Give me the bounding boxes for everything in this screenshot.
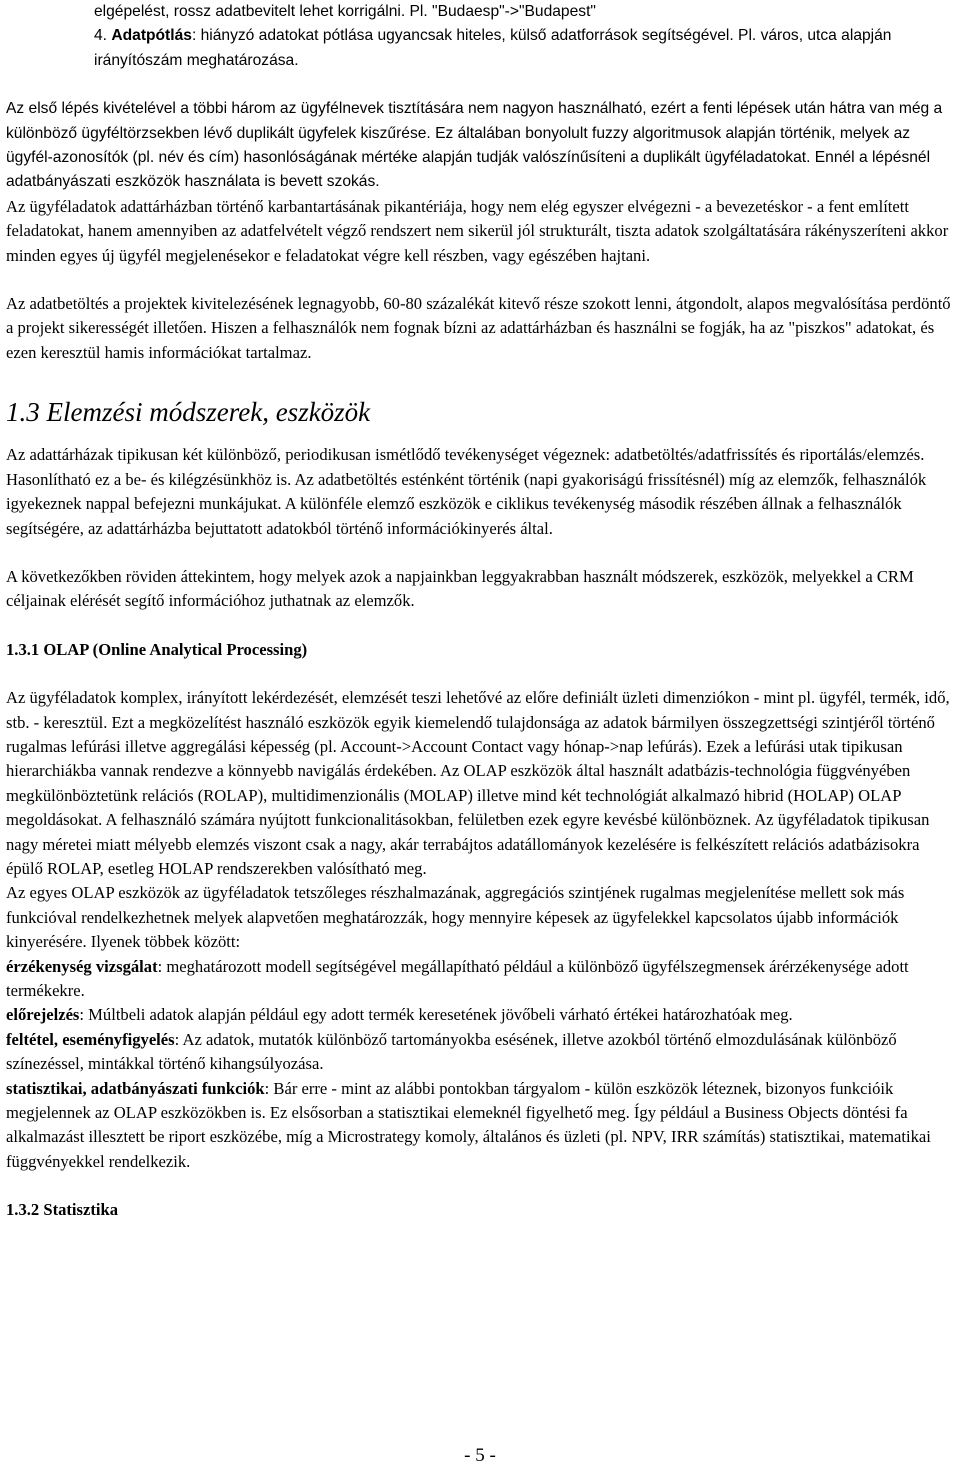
- spacer: [6, 662, 956, 686]
- cleaning-list-tail: [6, 0, 956, 73]
- page-number: - 5 -: [464, 1445, 496, 1466]
- list-item-3-tail: elgépelést, rossz adatbevitelt lehet korrigálni. Pl. "Budaesp"->"Budapest": [94, 3, 596, 20]
- spacer: [6, 73, 956, 97]
- paragraph-olap-functions: Az egyes OLAP eszközök az ügyféladatok tetszőleges részhalmazának, aggregációs szintjének rugalmas megjelenítése mellett sok más funkcióval rendelkezhetnek melyek alapvetően meghatározzák, hogy mennyire képesek az ügyfelekkel kapcsolatos újabb információk kinyerésére. Ilyenek többek között:: [6, 883, 905, 952]
- spacer: [6, 614, 956, 638]
- spacer: [6, 541, 956, 565]
- feature-text: : Bár erre - mint az alábbi pontokban tárgyalom - külön eszközök léteznek, bizonyos funkcióik megjelennek az OLAP eszközökben is. Ez elsősorban a statisztikai elemeknél figyelhető meg. Így például a Business Objects döntési fa alkalmazást illesztett be riport eszközébe, míg a Microstrategy komoly, általános és üzleti (pl. NPV, IRR számítás) statisztikai, matematikai függvényekkel rendelkezik.: [6, 1078, 931, 1171]
- feature-term: feltétel, eseményfigyelés: [6, 1029, 175, 1049]
- subsection-heading-statistics: 1.3.2 Statisztika: [6, 1200, 119, 1220]
- list-item-4-number: 4.: [94, 27, 108, 45]
- paragraph-data-loading: Az adatbetöltés a projektek kivitelezésének legnagyobb, 60-80 százalékát kitevő része szokott lenni, átgondolt, alapos megvalósítása perdöntő a projekt sikerességét illetően. Hiszen a felhasználók nem fognak bízni az adattárházban és használni se fogják, ha az "piszkos" adatokat, és ezen keresztül hamis információkat tartalmaz.: [6, 294, 951, 362]
- feature-event-monitoring: [6, 1028, 956, 1077]
- feature-text: : Az adatok, mutatók különböző tartományokba esésének, illetve azokból történő elmozdulásának különböző színezéssel, mintákkal történő kihangsúlyozása.: [6, 1029, 897, 1074]
- paragraph-maintenance: Az ügyféladatok adattárházban történő karbantartásának pikantériája, hogy nem elég egyszer elvégezni - a bevezetéskor - a fent említett feladatokat, hanem amennyiben az adatfelvételt végző rendszert nem sikerül jól strukturált, tiszta adatok szolgáltatására rákényszeríteni akkor minden egyes új ügyfél megjelenésekor e feladatokat végre kell részben, vagy egészében hajtani.: [6, 196, 949, 265]
- feature-statistical-functions: [6, 1077, 956, 1175]
- spacer: [6, 268, 956, 292]
- document-page: [6, 0, 956, 1223]
- list-item-4-term: Adatpótlás: [111, 27, 192, 45]
- spacer: [6, 365, 956, 395]
- feature-text: : meghatározott modell segítségével megállapítható például a különböző ügyfélszegmensek árérzékenysége adott termékekre.: [6, 956, 909, 1000]
- list-item-4: [6, 24, 956, 73]
- paragraph-duplicate-filtering: Az első lépés kivételével a többi három az ügyfélnevek tisztítására nem nagyon használható, ezért a fenti lépések után hátra van még a különböző ügyféltörzsekben lévő duplikált ügyfelek kiszűrése. Ez általában bonyolult fuzzy algoritmusok alapján történik, melyek az ügyfél-azonosítók (pl. név és cím) hasonlóságának mértéke alapján tudják valószínűsíteni a duplikált ügyféladatokat. Ennél a lépésnél adatbányászati eszközök használata is bevett szokás.: [6, 100, 943, 191]
- paragraph-typical-activities: Az adattárházak tipikusan két különböző, periodikusan ismétlődő tevékenységet végeznek: adatbetöltés/adatfrissítés és riportálás/elemzés. Hasonlítható ez a be- és kilégzésünkhöz is. Az adatbetöltés esténként történik (napi gyakoriságú frissítésnél) míg az elemzők, felhasználók igyekeznek nappal befejezni munkájukat. A különféle elemző eszközök e ciklikus tevékenység második részében állnak a felhasználók segítségére, az adattárházba bejuttatott adatokból történő információkinyerés által.: [6, 445, 927, 538]
- paragraph-olap-description: Az ügyféladatok komplex, irányított lekérdezését, elemzését teszi lehetővé az előre definiált üzleti dimenziókon - mint pl. ügyfél, termék, idő, stb. - keresztül. Ezt a megközelítést használó eszközök egyik kiemelendő tulajdonsága az adatok bármilyen összegzettségi szintjéről történő rugalmas lefúrási illetve aggregálási képesség (pl. Account->Account Contact vagy hónap->nap lefúrás). Ezek a lefúrási utak tipikusan hierarchiákba vannak rendezve a könnyebb navigálás érdekében. Az OLAP eszközök által használt adatbázis-technológia függvényében megkülönböztetünk relációs (ROLAP), multidimenzionális (MOLAP) illetve mind két technológiát alkalmazó hibrid (HOLAP) OLAP megoldásokat. A felhasználó számára nyújtott funkcionalitásokban, felületben ezek egyre kevésbé különböznek. Az ügyféladatok tipikusan nagy méretei miatt mélyebb elemzés viszont csak a nagy, akár terrabájtos adatállományok kezelésére is felkészített relációs adatbázisokra épülő ROLAP, esetleg HOLAP rendszerekben valósítható meg.: [6, 688, 950, 878]
- feature-term: érzékenység vizsgálat: [6, 956, 158, 976]
- spacer: [6, 429, 956, 443]
- feature-term: előrejelzés: [6, 1005, 80, 1025]
- list-item-4-text: : hiányzó adatokat pótlása ugyancsak hiteles, külső adatforrások segítségével. Pl. város, utca alapján irányítószám meghatározása.: [94, 27, 892, 69]
- subsection-heading-olap: 1.3.1 OLAP (Online Analytical Processing): [6, 639, 308, 659]
- paragraph-overview-intro: A következőkben röviden áttekintem, hogy melyek azok a napjainkban leggyakrabban használt módszerek, eszközök, melyekkel a CRM céljainak elérését segítő információhoz juthatnak az elemzők.: [6, 566, 914, 611]
- feature-term: statisztikai, adatbányászati funkciók: [6, 1078, 265, 1098]
- feature-sensitivity-analysis: [6, 955, 956, 1004]
- spacer: [6, 1174, 956, 1198]
- section-heading-1-3: 1.3 Elemzési módszerek, eszközök: [6, 397, 371, 428]
- feature-forecasting: [6, 1003, 956, 1027]
- feature-text: : Múltbeli adatok alapján például egy adott termék keresetének jövőbeli várható értékei határozhatóak meg.: [79, 1005, 793, 1025]
